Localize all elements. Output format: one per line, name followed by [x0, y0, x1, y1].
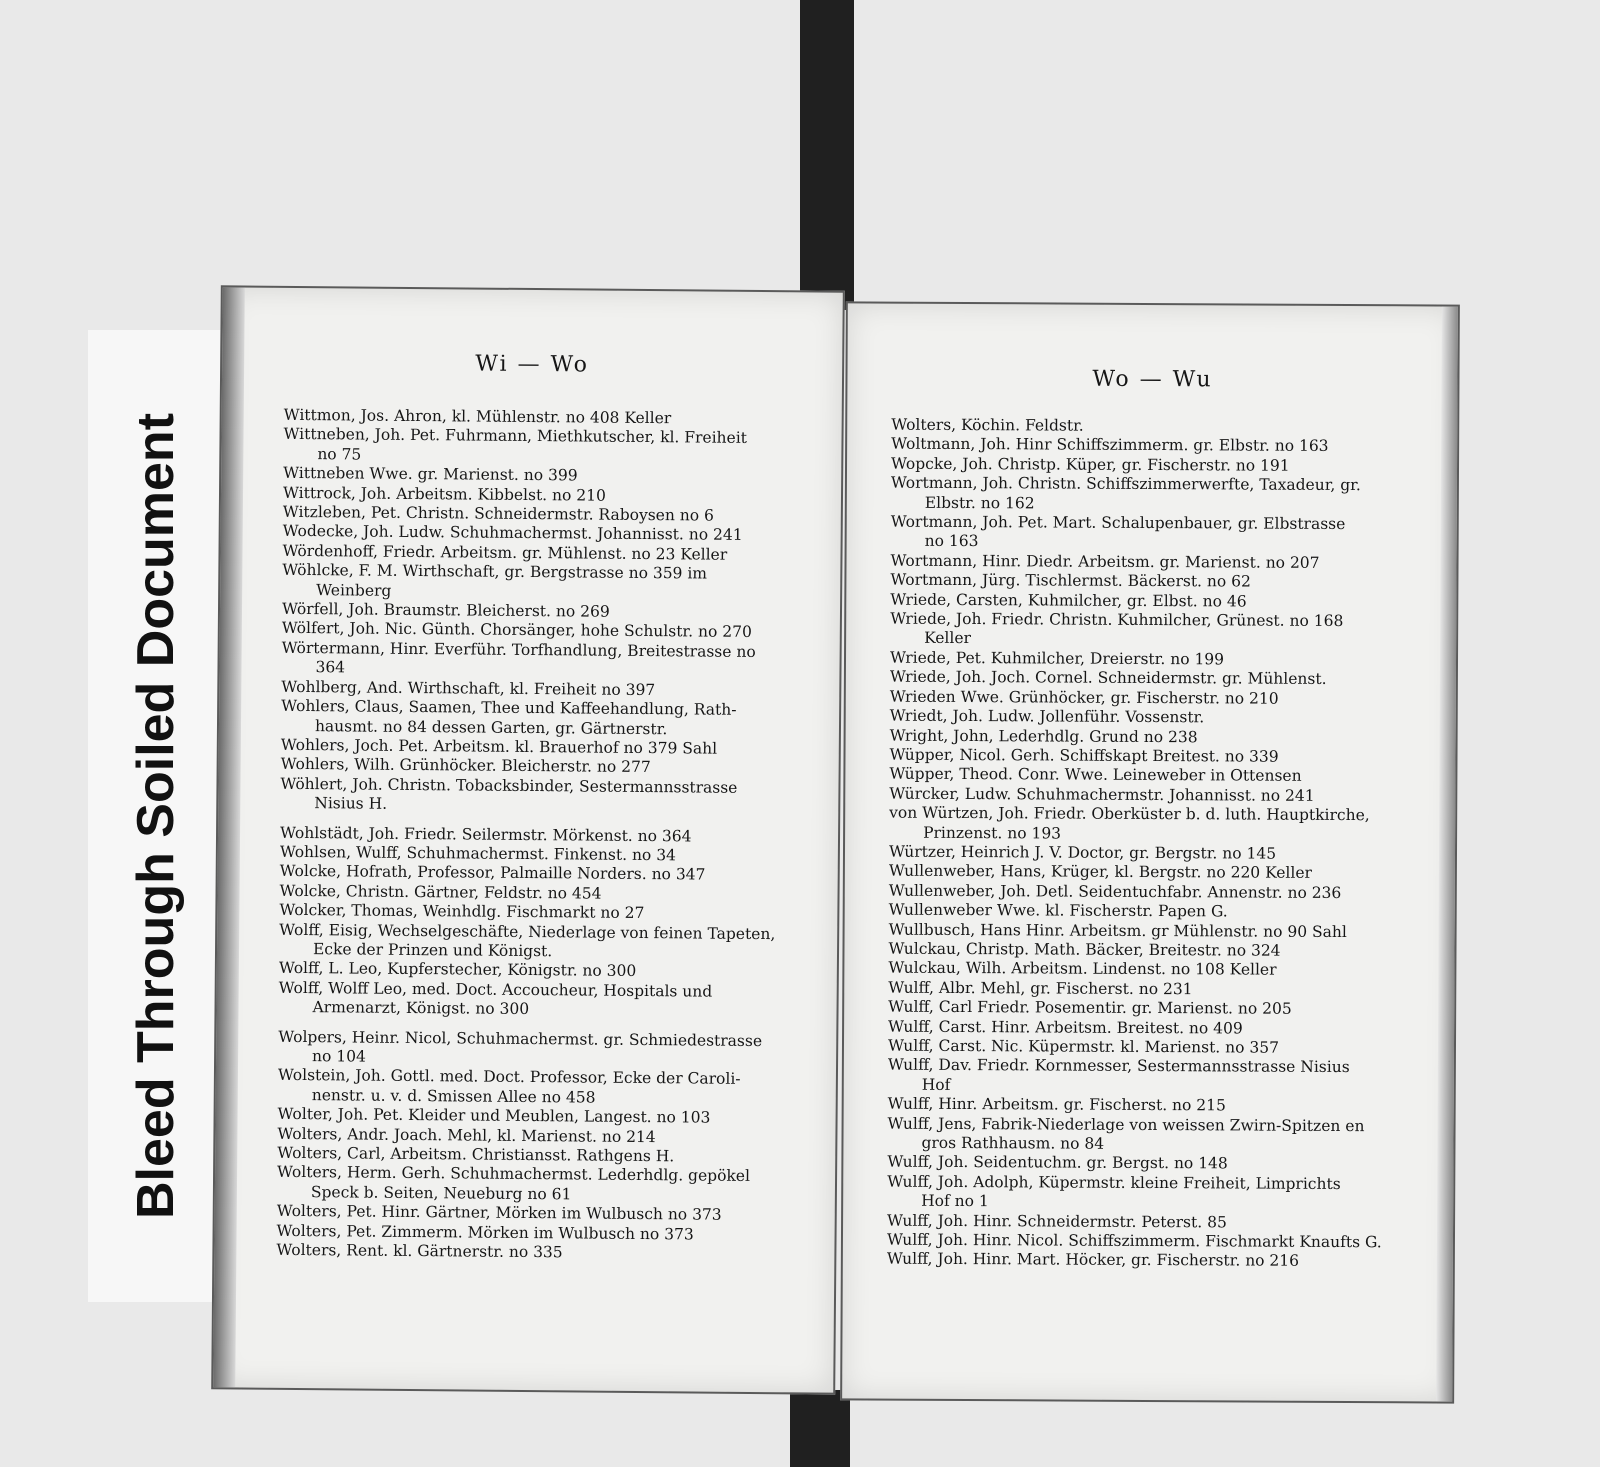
directory-entry: Wodecke, Joh. Ludw. Schuhmachermst. Johannisst. no 241 — [282, 522, 743, 545]
directory-entry: Wohlers, Joch. Pet. Arbeitsm. kl. Brauerhof no 379 Sahl — [280, 735, 718, 758]
right-page — [840, 301, 1460, 1403]
directory-entry: Wulff, Carst. Hinr. Arbeitsm. Breitest. no 409 — [888, 1017, 1243, 1038]
directory-entry-continuation: Prinzenst. no 193 — [923, 823, 1062, 843]
directory-entry-continuation: Weinberg — [316, 580, 392, 600]
directory-entry-continuation: Elbstr. no 162 — [924, 493, 1035, 513]
directory-entry-continuation: no 104 — [312, 1047, 367, 1066]
directory-entry: Wolters, Carl, Arbeitsm. Christiansst. Rathgens H. — [277, 1143, 675, 1166]
directory-entry-continuation: nenstr. u. v. d. Smissen Allee no 458 — [311, 1085, 596, 1107]
bottom-binding-strip — [790, 1390, 850, 1467]
directory-entry: Wullenweber Wwe. kl. Fischerstr. Papen G. — [888, 900, 1228, 921]
directory-entry: Wittneben Wwe. gr. Marienst. no 399 — [283, 464, 578, 485]
right-page-header: Wo — Wu — [1092, 366, 1213, 393]
directory-entry: Wulff, Jens, Fabrik-Niederlage von weissen Zwirn-Spitzen en — [887, 1114, 1365, 1135]
directory-entry: Wulff, Hinr. Arbeitsm. gr. Fischerst. no 215 — [887, 1094, 1226, 1115]
right-entry-list — [887, 416, 1421, 1273]
directory-entry: Wohlstädt, Joh. Friedr. Seilermstr. Mörkenst. no 364 — [279, 823, 692, 845]
directory-entry: Wörfell, Joh. Braumstr. Bleicherst. no 269 — [281, 599, 610, 621]
directory-entry: Wohlers, Claus, Saamen, Thee und Kaffeehandlung, Rath- — [281, 696, 737, 719]
directory-entry: Wolters, Rent. kl. Gärtnerstr. no 335 — [276, 1240, 563, 1262]
directory-entry: Woltmann, Joh. Hinr Schiffszimmerm. gr. Elbstr. no 163 — [891, 435, 1329, 456]
directory-entry: Würcker, Ludw. Schuhmachermstr. Johannisst. no 241 — [889, 784, 1315, 805]
directory-entry-continuation: Hof no 1 — [921, 1192, 989, 1211]
directory-entry: Wulff, Carl Friedr. Posementir. gr. Marienst. no 205 — [888, 997, 1292, 1018]
directory-entry: Wittneben, Joh. Pet. Fuhrmann, Miethkutscher, kl. Freiheit — [283, 425, 748, 448]
directory-entry: Wolters, Herm. Gerh. Schuhmachermst. Lederhdlg. gepökel — [277, 1163, 751, 1186]
directory-entry: Wolcke, Hofrath, Professor, Palmaille Norders. no 347 — [279, 862, 706, 884]
directory-entry: Wulff, Dav. Friedr. Kornmesser, Sestermannsstrasse Nisius — [887, 1056, 1350, 1077]
directory-entry: Wolpers, Heinr. Nicol, Schuhmachermst. gr. Schmiedestrasse — [278, 1027, 763, 1050]
directory-entry: Wulff, Joh. Adolph, Küpermstr. kleine Freiheit, Limprichts — [887, 1172, 1341, 1193]
left-page-header: Wi — Wo — [475, 351, 590, 378]
directory-entry: Wrieden Wwe. Grünhöcker, gr. Fischerstr. no 210 — [889, 687, 1279, 708]
directory-entry: Wüpper, Theod. Conr. Wwe. Leineweber in Ottensen — [889, 764, 1302, 786]
directory-entry: Wohlsen, Wulff, Schuhmachermst. Finkenst. no 34 — [279, 842, 677, 865]
directory-entry: Wulff, Carst. Nic. Küpermstr. kl. Marienst. no 357 — [887, 1036, 1280, 1057]
directory-entry: Wördenhoff, Friedr. Arbeitsm. gr. Mühlenst. no 23 Keller — [282, 541, 728, 564]
directory-entry: Wullbusch, Hans Hinr. Arbeitsm. gr Mühlenstr. no 90 Sahl — [888, 920, 1347, 941]
directory-entry: Wolcke, Christn. Gärtner, Feldstr. no 454 — [279, 881, 602, 903]
directory-entry: Wöhlcke, F. M. Wirthschaft, gr. Bergstrasse no 359 im — [282, 561, 708, 583]
directory-entry-continuation: Ecke der Prinzen und Königst. — [312, 940, 553, 961]
directory-entry-continuation: hausmt. no 84 dessen Garten, gr. Gärtnerstr. — [314, 716, 668, 738]
directory-entry: Wolter, Joh. Pet. Kleider und Meublen, Langest. no 103 — [277, 1105, 711, 1127]
directory-entry: Wriede, Pet. Kuhmilcher, Dreierstr. no 199 — [889, 648, 1225, 669]
directory-entry: Wulff, Joh. Seidentuchm. gr. Bergst. no 148 — [887, 1153, 1228, 1173]
directory-entry: Wüpper, Nicol. Gerh. Schiffskapt Breitest. no 339 — [889, 745, 1279, 766]
directory-entry: Wullenweber, Joh. Detl. Seidentuchfabr. Annenstr. no 236 — [888, 881, 1342, 902]
directory-entry: Wulff, Joh. Hinr. Schneidermstr. Peterst. 85 — [887, 1211, 1227, 1232]
directory-entry-continuation: Keller — [924, 629, 972, 648]
directory-entry: Wittmon, Jos. Ahron, kl. Mühlenstr. no 408 Keller — [283, 405, 672, 428]
directory-entry: Würtzer, Heinrich J. V. Doctor, gr. Bergstr. no 145 — [888, 842, 1277, 863]
directory-entry: Wölfert, Joh. Nic. Günth. Chorsänger, hohe Schulstr. no 270 — [281, 619, 752, 642]
directory-entry: Wortmann, Joh. Pet. Mart. Schalupenbauer, gr. Elbstrasse — [890, 512, 1346, 534]
directory-entry-continuation: no 163 — [924, 532, 979, 551]
directory-entry: Wöhlert, Joh. Christn. Tobacksbinder, Sestermannsstrasse — [280, 774, 738, 797]
top-binding-strip — [800, 0, 854, 310]
condition-label-text: Bleed Through Soiled Document — [127, 412, 185, 1220]
directory-entry: Wittrock, Joh. Arbeitsm. Kibbelst. no 210 — [282, 483, 606, 505]
directory-entry-continuation: Nisius H. — [314, 794, 388, 813]
condition-label — [88, 330, 224, 1302]
directory-entry: Wulff, Joh. Hinr. Mart. Höcker, gr. Fischerstr. no 216 — [886, 1250, 1300, 1271]
directory-entry-continuation: 364 — [315, 658, 346, 677]
directory-entry: Wriede, Joh. Joch. Cornel. Schneidermstr. gr. Mühlenst. — [889, 667, 1327, 689]
directory-entry: Wriede, Joh. Friedr. Christn. Kuhmilcher, Grünest. no 168 — [890, 609, 1344, 631]
directory-entry-continuation: Speck b. Seiten, Neueburg no 61 — [310, 1182, 572, 1204]
directory-entry: Wulff, Albr. Mehl, gr. Fischerst. no 231 — [888, 978, 1193, 999]
directory-entry: von Würtzen, Joh. Friedr. Oberküster b. d. luth. Hauptkirche, — [889, 803, 1370, 825]
directory-entry: Wolters, Pet. Hinr. Gärtner, Mörken im Wulbusch no 373 — [276, 1202, 722, 1224]
directory-entry: Wolters, Pet. Zimmerm. Mörken im Wulbusch no 373 — [276, 1221, 694, 1244]
directory-entry: Wolcker, Thomas, Weinhdlg. Fischmarkt no 27 — [279, 900, 645, 923]
directory-entry: Wriedt, Joh. Ludw. Jollenführ. Vossenstr. — [889, 706, 1205, 727]
directory-entry: Wörtermann, Hinr. Everführ. Torfhandlung, Breitestrasse no — [281, 638, 756, 661]
left-entry-list — [276, 406, 783, 1265]
directory-entry: Wulckau, Christp. Math. Bäcker, Breitestr. no 324 — [888, 939, 1281, 960]
directory-entry: Wolff, Wolff Leo, med. Doct. Accoucheur, Hospitals und — [278, 978, 713, 1001]
directory-entry-continuation: Hof — [921, 1075, 951, 1094]
directory-entry: Wortmann, Joh. Christn. Schiffszimmerwerfte, Taxadeur, gr. — [890, 473, 1361, 495]
directory-entry: Wolstein, Joh. Gottl. med. Doct. Professor, Ecke der Caroli- — [277, 1066, 741, 1089]
directory-entry: Wohlberg, And. Wirthschaft, kl. Freiheit no 397 — [281, 677, 656, 699]
directory-entry: Wolters, Köchin. Feldstr. — [891, 415, 1084, 435]
directory-entry: Witzleben, Pet. Christn. Schneidermstr. Raboysen no 6 — [282, 502, 714, 525]
directory-entry: Wolters, Andr. Joach. Mehl, kl. Marienst. no 214 — [277, 1124, 656, 1146]
directory-entry: Wright, John, Lederhdlg. Grund no 238 — [889, 726, 1198, 746]
directory-entry: Wulckau, Wilh. Arbeitsm. Lindenst. no 108 Keller — [888, 959, 1277, 980]
directory-entry: Wohlers, Wilh. Grünhöcker. Bleicherstr. no 277 — [280, 755, 651, 777]
directory-entry: Wolff, Eisig, Wechselgeschäfte, Niederlage von feinen Tapeten, — [279, 920, 776, 943]
directory-entry-continuation: no 75 — [317, 444, 362, 464]
directory-entry: Wulff, Joh. Hinr. Nicol. Schiffszimmerm. Fischmarkt Knaufts G. — [886, 1230, 1382, 1252]
directory-entry-continuation: Armenarzt, Königst. no 300 — [312, 998, 530, 1019]
directory-entry: Wortmann, Jürg. Tischlermst. Bäckerst. no 62 — [890, 570, 1251, 591]
directory-entry: Wullenweber, Hans, Krüger, kl. Bergstr. no 220 Keller — [888, 861, 1313, 883]
directory-entry: Wriede, Carsten, Kuhmilcher, gr. Elbst. no 46 — [890, 590, 1247, 611]
directory-entry: Wopcke, Joh. Christp. Küper, gr. Fischerstr. no 191 — [890, 454, 1290, 475]
left-page — [211, 285, 845, 1394]
directory-entry-continuation: gros Rathhausm. no 84 — [921, 1133, 1105, 1153]
directory-entry: Wortmann, Hinr. Diedr. Arbeitsm. gr. Marienst. no 207 — [890, 551, 1320, 572]
directory-entry: Wolff, L. Leo, Kupferstecher, Königstr. no 300 — [278, 959, 637, 981]
